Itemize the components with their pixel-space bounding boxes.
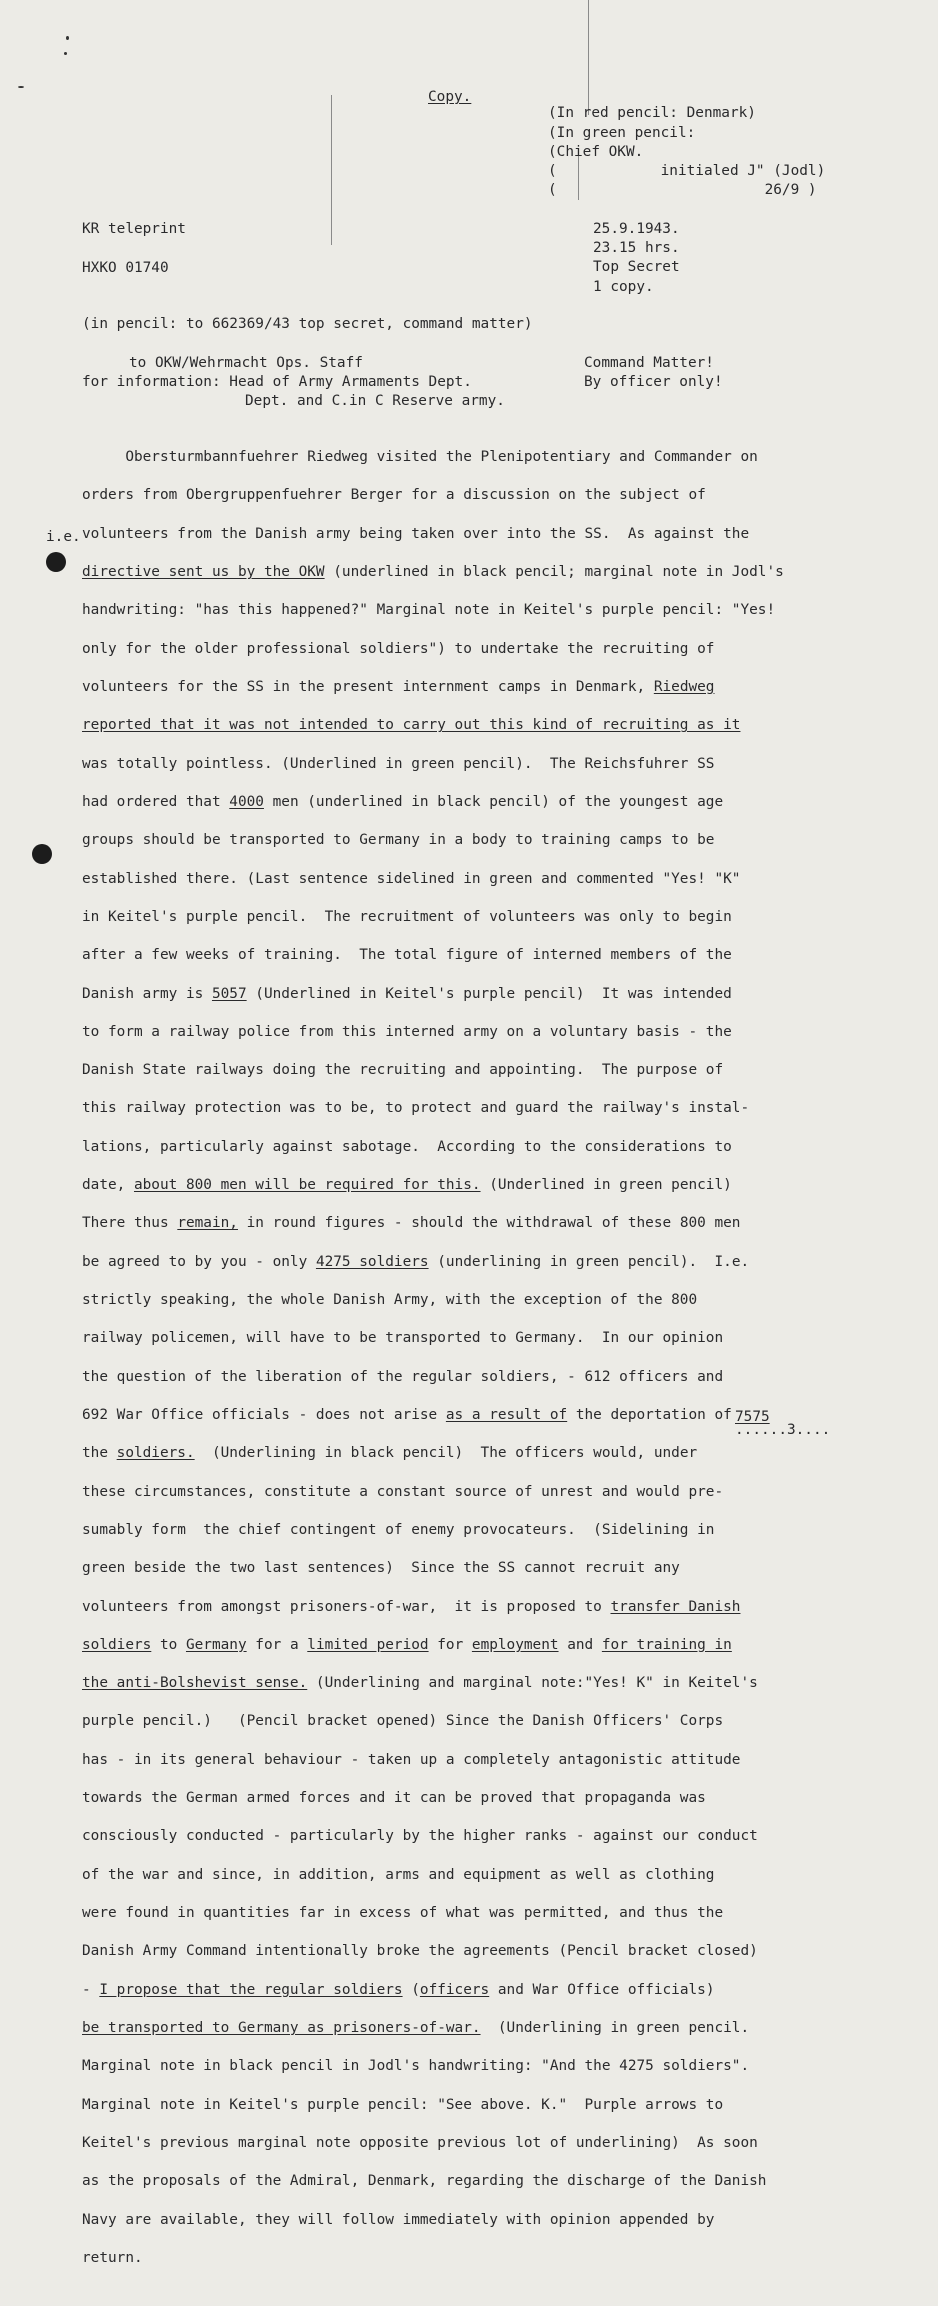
- underlined-text: directive sent us by the OKW: [82, 564, 325, 581]
- text-line: the question of the liberation of the regular soldiers, - 612 officers and: [82, 1368, 724, 1385]
- text-line: [82, 2019, 862, 2038]
- text-line: in Keitel's purple pencil. The recruitment of volunteers was only to begin: [82, 908, 732, 925]
- message-time: 23.15 hrs.: [593, 240, 680, 256]
- text-line: as the proposals of the Admiral, Denmark, regarding the discharge of the Danish: [82, 2173, 767, 2190]
- page-continuation: ......3....: [735, 1422, 831, 1438]
- text-line: these circumstances, constitute a constant source of unrest and would pre-: [82, 1483, 724, 1500]
- text-segment: and War Office officials): [489, 1981, 715, 1998]
- text-segment: to: [151, 1636, 186, 1653]
- underlined-text: remain,: [177, 1215, 238, 1232]
- command-matter: Command Matter!: [584, 355, 714, 371]
- punch-hole: [32, 844, 52, 864]
- text-line: [82, 1253, 862, 1272]
- text-line: [82, 1214, 862, 1233]
- text-line: Obersturmbannfuehrer Riedweg visited the Plenipotentiary and Commander on: [82, 449, 758, 466]
- underlined-text: 5057: [211, 985, 247, 1002]
- underlined-text: the anti-Bolshevist sense.: [82, 1675, 308, 1692]
- text-line: was totally pointless. (Underlined in green pencil). The Reichsfuhrer SS: [82, 755, 715, 772]
- underlined-text: transfer Danish: [610, 1598, 741, 1615]
- initialed-note: ( initialed J" (Jodl): [548, 163, 826, 179]
- underlined-text: officers: [419, 1981, 490, 1998]
- text-line: [82, 678, 862, 697]
- text-segment: (: [402, 1981, 420, 1998]
- text-segment: Danish army is: [82, 985, 212, 1002]
- text-line: handwriting: "has this happened?" Marginal note in Keitel's purple pencil: "Yes!: [82, 602, 776, 619]
- address-to: to OKW/Wehrmacht Ops. Staff: [129, 355, 363, 371]
- text-line: Danish State railways doing the recruiting and appointing. The purpose of: [82, 1062, 724, 1079]
- text-line: [82, 1981, 862, 2000]
- underlined-text: soldiers.: [116, 1445, 195, 1462]
- kr-teleprint: KR teleprint: [82, 221, 186, 237]
- underlined-text: 4275 soldiers: [315, 1253, 429, 1270]
- underlined-text: Riedweg: [653, 679, 715, 696]
- page-number: 7575: [735, 1409, 770, 1425]
- text-line: consciously conducted - particularly by the higher ranks - against our conduct: [82, 1828, 758, 1845]
- margin-line: [588, 0, 589, 115]
- underlined-text: employment: [471, 1636, 559, 1653]
- red-pencil-note: (In red pencil: Denmark): [548, 105, 756, 121]
- copy-count: 1 copy.: [593, 279, 654, 295]
- text-line: [82, 563, 862, 582]
- address-dept: Dept. and C.in C Reserve army.: [245, 393, 505, 409]
- underlined-text: limited period: [307, 1636, 429, 1653]
- text-segment: -: [82, 1981, 100, 1998]
- message-date: 25.9.1943.: [593, 221, 680, 237]
- text-segment: the deportation of: [567, 1406, 732, 1423]
- text-line: [82, 1176, 862, 1195]
- underlined-text: for training in: [601, 1636, 732, 1653]
- text-line: sumably form the chief contingent of enemy provocateurs. (Sidelining in: [82, 1521, 715, 1538]
- text-segment: date,: [82, 1177, 134, 1194]
- text-segment: had ordered that: [82, 793, 230, 810]
- ink-speck: [18, 86, 24, 88]
- classification: Top Secret: [593, 259, 680, 275]
- text-line: volunteers from the Danish army being taken over into the SS. As against the: [82, 525, 750, 542]
- text-segment: volunteers for the SS in the present internment camps in Denmark,: [82, 679, 654, 696]
- copy-label: Copy.: [428, 89, 472, 105]
- body-text: [82, 429, 862, 2306]
- text-segment: (Underlined in green pencil): [480, 1177, 732, 1194]
- officer-only: By officer only!: [584, 374, 723, 390]
- text-line: purple pencil.) (Pencil bracket opened) Since the Danish Officers' Corps: [82, 1713, 724, 1730]
- text-line: established there. (Last sentence sidelined in green and commented "Yes! "K": [82, 870, 741, 887]
- text-segment: for: [428, 1636, 472, 1653]
- text-line: Danish Army Command intentionally broke the agreements (Pencil bracket closed): [82, 1943, 758, 1960]
- margin-note-ie: i.e.: [46, 529, 81, 545]
- text-segment: (Underlining in green pencil.: [480, 2019, 750, 2036]
- text-segment: be agreed to by you - only: [82, 1253, 316, 1270]
- underlined-text: soldiers: [82, 1636, 152, 1653]
- text-line: towards the German armed forces and it can be proved that propaganda was: [82, 1790, 706, 1807]
- text-segment: (Underlining in black pencil) The officers would, under: [194, 1445, 698, 1462]
- text-line: groups should be transported to Germany in a body to training camps to be: [82, 832, 715, 849]
- text-segment: There thus: [82, 1215, 178, 1232]
- text-line: return.: [82, 2249, 143, 2266]
- underlined-text: as a result of: [445, 1406, 568, 1423]
- address-info: for information: Head of Army Armaments Dept.: [82, 374, 472, 390]
- text-line: [82, 1674, 862, 1693]
- text-segment: in round figures - should the withdrawal of these 800 men: [237, 1215, 741, 1232]
- text-line: Navy are available, they will follow immediately with opinion appended by: [82, 2211, 715, 2228]
- ink-speck: [66, 36, 69, 40]
- underlined-text: 4000: [229, 793, 264, 810]
- pencil-reference-note: (in pencil: to 662369/43 top secret, command matter): [82, 316, 533, 332]
- underlined-text: I propose that the regular soldiers: [99, 1981, 403, 1998]
- text-line: [82, 1598, 862, 1617]
- text-line: of the war and since, in addition, arms and equipment as well as clothing: [82, 1866, 715, 1883]
- text-line: railway policemen, will have to be transported to Germany. In our opinion: [82, 1330, 724, 1347]
- underlined-text: about 800 men will be required for this.: [133, 1177, 481, 1194]
- hxko-number: HXKO 01740: [82, 260, 169, 276]
- text-segment: (Underlined in Keitel's purple pencil) It was intended: [246, 985, 732, 1002]
- text-segment: for a: [246, 1636, 308, 1653]
- text-line: green beside the two last sentences) Since the SS cannot recruit any: [82, 1560, 680, 1577]
- text-segment: (Underlining and marginal note:"Yes! K" in Keitel's: [307, 1675, 758, 1692]
- underlined-text: be transported to Germany as prisoners-of-war.: [82, 2019, 481, 2036]
- text-line: strictly speaking, the whole Danish Army, with the exception of the 800: [82, 1292, 698, 1309]
- text-line: Marginal note in Keitel's purple pencil: "See above. K." Purple arrows to: [82, 2096, 724, 2113]
- text-segment: the: [82, 1445, 117, 1462]
- text-line: [82, 985, 862, 1004]
- text-line: orders from Obergruppenfuehrer Berger for a discussion on the subject of: [82, 487, 706, 504]
- text-segment: and: [558, 1636, 602, 1653]
- text-line: only for the older professional soldiers") to undertake the recruiting of: [82, 640, 715, 657]
- text-segment: 692 War Office officials - does not arise: [82, 1406, 446, 1423]
- initial-date: ( 26/9 ): [548, 182, 817, 198]
- punch-hole: [46, 552, 66, 572]
- text-line: after a few weeks of training. The total figure of interned members of the: [82, 947, 732, 964]
- margin-line: [331, 95, 332, 245]
- text-segment: (underlining in green pencil). I.e.: [428, 1253, 750, 1270]
- text-line: [82, 1636, 862, 1655]
- text-line: lations, particularly against sabotage. According to the considerations to: [82, 1138, 732, 1155]
- ink-speck: [64, 52, 67, 55]
- chief-okw: (Chief OKW.: [548, 144, 644, 160]
- text-line: [82, 1444, 862, 1463]
- text-line: Keitel's previous marginal note opposite previous lot of underlining) As soon: [82, 2134, 758, 2151]
- green-pencil-note: (In green pencil:: [548, 125, 696, 141]
- text-line: [82, 793, 862, 812]
- underlined-text: Germany: [185, 1636, 247, 1653]
- text-line: were found in quantities far in excess of what was permitted, and thus the: [82, 1905, 724, 1922]
- text-line: this railway protection was to be, to protect and guard the railway's instal-: [82, 1100, 750, 1117]
- text-line: Marginal note in black pencil in Jodl's handwriting: "And the 4275 soldiers".: [82, 2058, 750, 2075]
- text-segment: (underlined in black pencil; marginal note in Jodl's: [324, 564, 784, 581]
- text-line: reported that it was not intended to carry out this kind of recruiting as it: [82, 717, 741, 734]
- text-line: has - in its general behaviour - taken up a completely antagonistic attitude: [82, 1751, 741, 1768]
- text-segment: volunteers from amongst prisoners-of-war, it is proposed to: [82, 1598, 611, 1615]
- text-line: to form a railway police from this interned army on a voluntary basis - the: [82, 1023, 732, 1040]
- text-segment: men (underlined in black pencil) of the youngest age: [263, 793, 724, 810]
